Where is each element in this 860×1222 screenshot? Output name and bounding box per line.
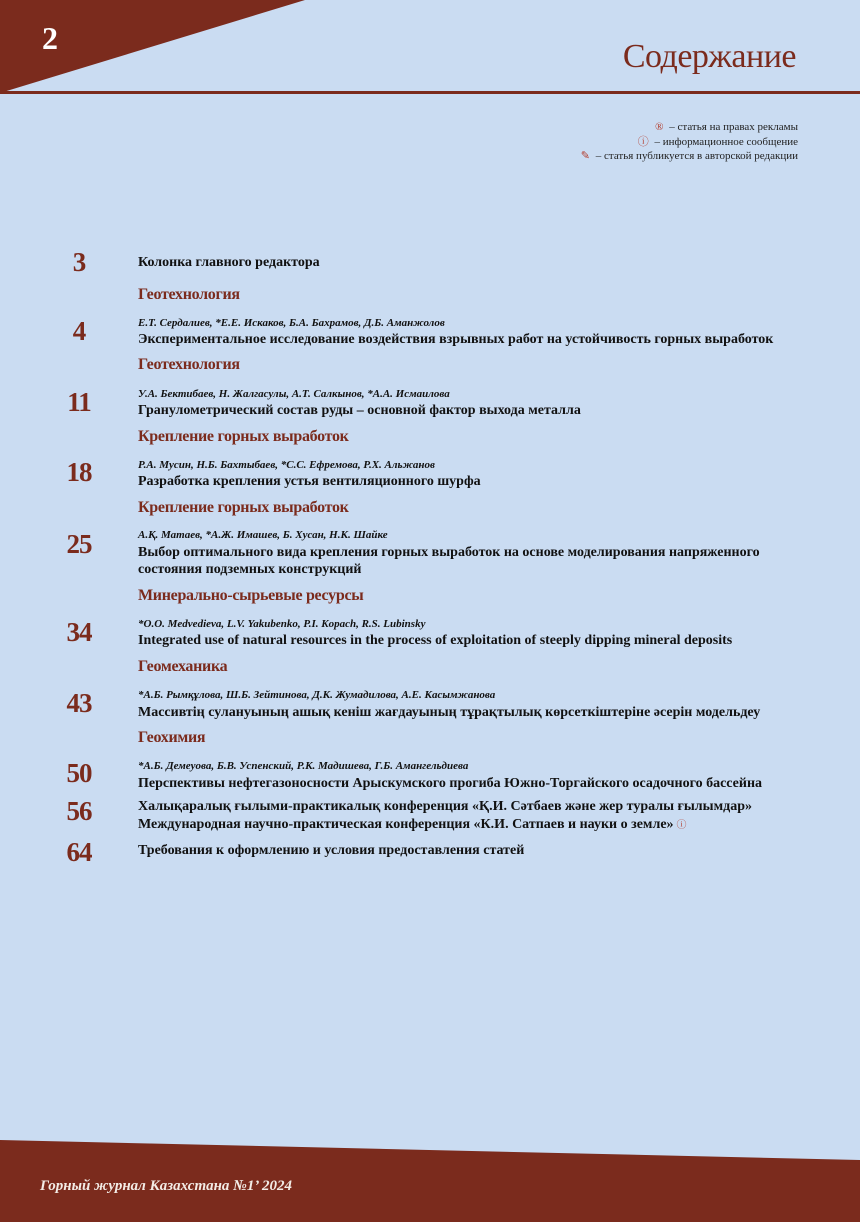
toc-entry-title[interactable]: Экспериментальное исследование воздействия взрывных работ на устойчивость горных выработок <box>138 332 774 347</box>
legend-author-text: – статья публикуется в авторской редакции <box>593 150 798 162</box>
toc-entry-authors: *А.Б. Демеуова, Б.В. Успенский, Р.К. Мадишева, Г.Б. Амангельдиева <box>138 760 469 772</box>
toc-entry-authors: *O.O. Medvedieva, L.V. Yakubenko, P.I. Kopach, R.S. Lubinsky <box>138 618 426 630</box>
toc-entry-authors: *А.Б. Рымқұлова, Ш.Б. Зейтинова, Д.К. Жумадилова, А.Е. Касымжанова <box>138 689 496 701</box>
section-heading: Крепление горных выработок <box>138 428 349 445</box>
info-icon: ⓘ <box>676 820 687 831</box>
toc-entry-title[interactable]: Массивтің сулануының ашық кеніш жағдауының тұрақтылық көрсеткіштеріне әсерін модельдеу <box>138 705 761 720</box>
page-title: Содержание <box>622 38 796 75</box>
toc-entry-title[interactable]: Перспективы нефтегазоносности Арыскумского прогиба Южно-Торгайского осадочного бассейна <box>138 776 763 791</box>
page-ref-50[interactable]: 50 <box>66 758 92 788</box>
section-heading: Минерально-сырьевые ресурсы <box>138 587 364 604</box>
toc-entry-title-text: Международная научно-практическая конференция «К.И. Сатпаев и науки о земле» <box>138 817 674 832</box>
legend-ad <box>581 120 798 135</box>
section-heading: Геомеханика <box>138 658 228 675</box>
toc-entry-title[interactable]: Гранулометрический состав руды – основной фактор выхода металла <box>138 403 581 418</box>
legend-ad-text: – статья на правах рекламы <box>666 121 798 133</box>
page-ref-4[interactable]: 4 <box>72 316 86 346</box>
toc-entry-title[interactable]: Разработка крепления устья вентиляционного шурфа <box>138 474 481 489</box>
page-ref-43[interactable]: 43 <box>66 688 92 718</box>
toc-entry-title[interactable]: Требования к оформлению и условия предоставления статей <box>138 843 525 858</box>
toc-entry-authors: У.А. Бектибаев, Н. Жалгасулы, А.Т. Салкынов, *А.А. Исмаилова <box>138 388 450 400</box>
toc-entry-title[interactable]: Integrated use of natural resources in the process of exploitation of steeply dipping mineral deposits <box>138 633 733 648</box>
page-ref-34[interactable]: 34 <box>66 617 92 647</box>
toc-entry-title-ru[interactable] <box>138 816 808 834</box>
section-heading: Геохимия <box>138 729 206 746</box>
section-heading: Геотехнология <box>138 356 240 373</box>
toc-entry-authors: А.Қ. Матаев, *А.Ж. Имашев, Б. Хусан, Н.К. Шайке <box>138 529 388 541</box>
page-ref-11[interactable]: 11 <box>67 387 91 417</box>
info-icon: ⓘ <box>637 135 649 148</box>
toc-entry-title[interactable]: Халықаралық ғылыми-практикалық конференция «Қ.И. Сәтбаев және жер туралы ғылымдар» <box>138 799 752 814</box>
toc-entry-authors: Е.Т. Сердалиев, *Е.Е. Искаков, Б.А. Бахрамов, Д.Б. Аманжолов <box>138 317 445 329</box>
page-ref-18[interactable]: 18 <box>66 457 92 487</box>
section-heading: Геотехнология <box>138 286 240 303</box>
legend-author <box>581 149 798 164</box>
pencil-icon: ✎ <box>580 150 590 162</box>
toc-entry-title[interactable]: Выбор оптимального вида крепления горных выработок на основе моделирования напряженного состояния подземных конструкций <box>138 545 760 577</box>
page-number: 2 <box>42 20 58 56</box>
toc-entry-title[interactable]: Колонка главного редактора <box>138 255 320 270</box>
legend-info-text: – информационное сообщение <box>651 135 798 148</box>
page-ref-56[interactable]: 56 <box>66 796 92 826</box>
registered-icon: ® <box>655 121 664 133</box>
legend-info <box>581 135 798 150</box>
footer-journal-name: Горный журнал Казахстана №1’ 2024 <box>40 1178 293 1194</box>
page-ref-64[interactable]: 64 <box>66 837 92 867</box>
page-ref-3[interactable]: 3 <box>72 247 86 277</box>
page-ref-25[interactable]: 25 <box>66 529 92 559</box>
section-heading: Крепление горных выработок <box>138 499 349 516</box>
toc-entry-authors: Р.А. Мусин, Н.Б. Бахтыбаев, *С.С. Ефремова, Р.Х. Альжанов <box>138 459 435 471</box>
title-rule <box>0 91 860 94</box>
legend <box>581 120 798 164</box>
